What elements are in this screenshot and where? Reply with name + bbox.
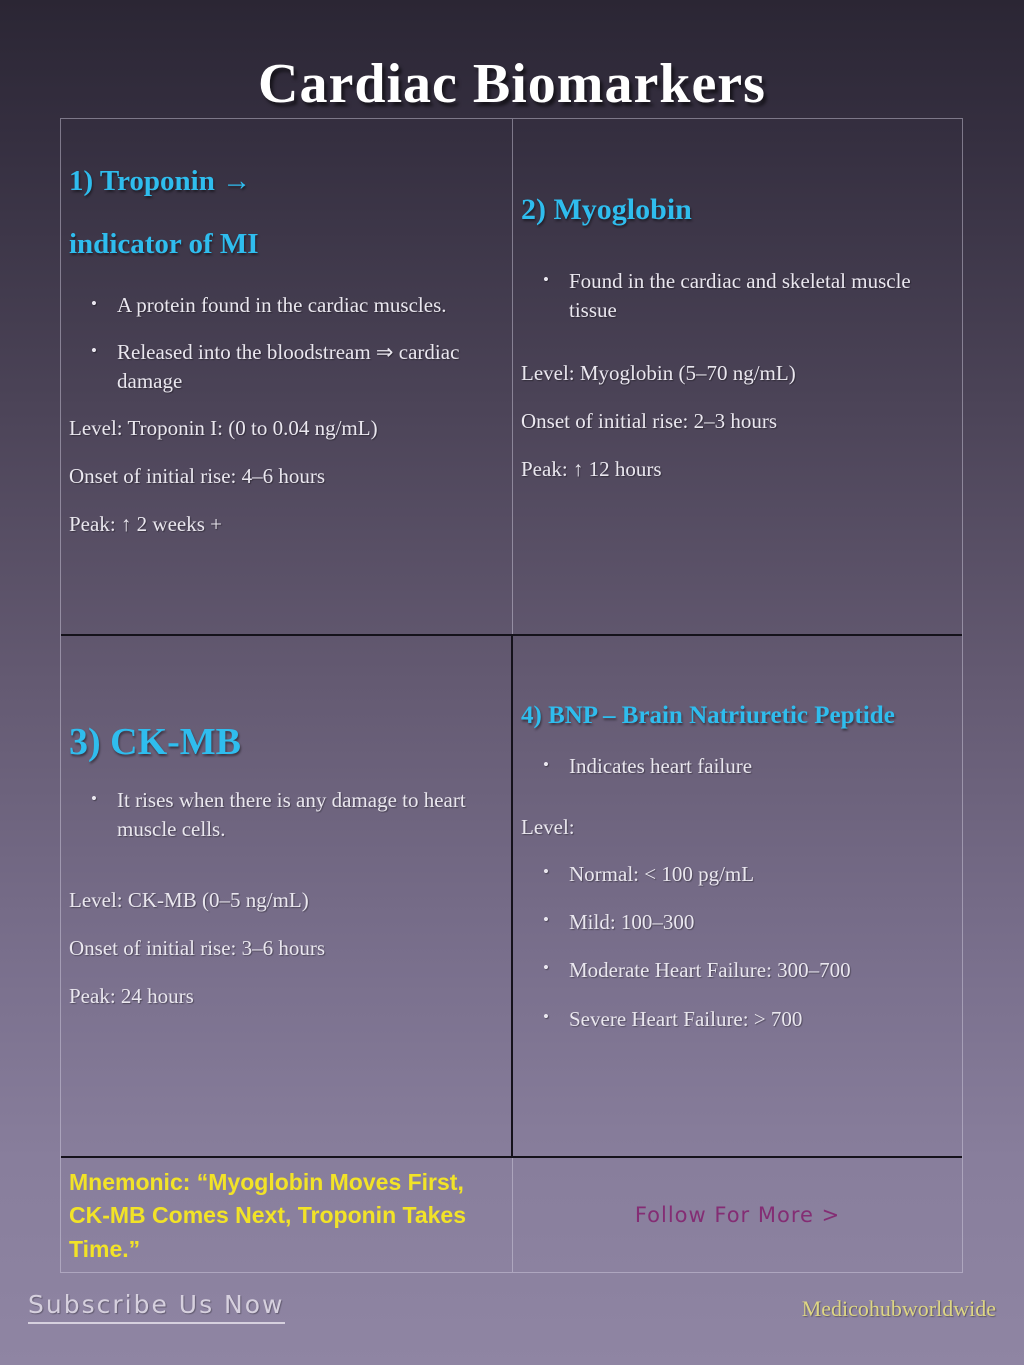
onset-line: Onset of initial rise: 2–3 hours (521, 409, 778, 434)
bnp-level-list (521, 862, 956, 1032)
ckmb-bullet-list (69, 786, 493, 844)
myoglobin-heading (521, 193, 948, 227)
peak-line: Peak: ↑ 2 weeks + (69, 512, 222, 537)
bullet-item: • A protein found in the cardiac muscles. (89, 291, 494, 320)
level-line: Level: Troponin I: (0 to 0.04 ng/mL) (69, 415, 378, 440)
level-item-moderate: • Moderate Heart Failure: 300–700 (541, 958, 956, 983)
onset-line: Onset of initial rise: 3–6 hours (69, 936, 326, 961)
troponin-heading-line2: indicator of MI (69, 228, 259, 260)
bullet-item: • Found in the cardiac and skeletal muscle tissue (541, 267, 948, 325)
bnp-heading-line1: 4) BNP – Brain Natriuretic Peptide (521, 702, 895, 729)
bnp-heading (521, 702, 956, 730)
level-item-mild: • Mild: 100–300 (541, 910, 956, 935)
myoglobin-bullet-list (521, 267, 948, 325)
troponin-bullet-list (69, 291, 494, 396)
bullet-item: • It rises when there is any damage to heart muscle cells. (89, 786, 493, 844)
quadrant-myoglobin (513, 119, 962, 634)
bullet-item: • Released into the bloodstream ⇒ cardiac damage (89, 338, 494, 396)
quadrant-bnp (513, 636, 962, 1156)
troponin-facts (69, 416, 494, 538)
brand-name: Medicohubworldwide (801, 1296, 996, 1321)
troponin-heading-line1: 1) Troponin → (69, 165, 252, 197)
peak-line: Peak: ↑ 12 hours (521, 457, 662, 482)
mnemonic-text: Mnemonic: “Myoglobin Moves First, CK-MB Comes Next, Troponin Takes Time.” (61, 1158, 513, 1272)
ckmb-heading (69, 720, 493, 764)
quadrant-ckmb (61, 636, 513, 1156)
ckmb-heading-line1: 3) CK-MB (69, 721, 242, 763)
bnp-bullet-list (521, 752, 956, 781)
level-item-normal: • Normal: < 100 pg/mL (541, 862, 956, 887)
myoglobin-heading-line1: 2) Myoglobin (521, 193, 692, 226)
follow-for-more-link[interactable]: Follow For More > (634, 1203, 841, 1227)
ckmb-facts (69, 888, 493, 1010)
bnp-level-label: Level: (521, 814, 575, 839)
quadrant-troponin (61, 119, 513, 634)
biomarker-grid (60, 118, 963, 1273)
onset-line: Onset of initial rise: 4–6 hours (69, 464, 326, 489)
bullet-item: • Indicates heart failure (541, 752, 956, 781)
myoglobin-facts (521, 361, 948, 483)
subscribe-link[interactable]: Subscribe Us Now (28, 1290, 285, 1324)
peak-line: Peak: 24 hours (69, 984, 194, 1009)
page-title: Cardiac Biomarkers (258, 52, 766, 115)
level-line: Level: CK-MB (0–5 ng/mL) (69, 887, 309, 912)
level-item-severe: • Severe Heart Failure: > 700 (541, 1007, 956, 1032)
level-line: Level: Myoglobin (5–70 ng/mL) (521, 360, 796, 385)
troponin-heading (69, 165, 494, 261)
